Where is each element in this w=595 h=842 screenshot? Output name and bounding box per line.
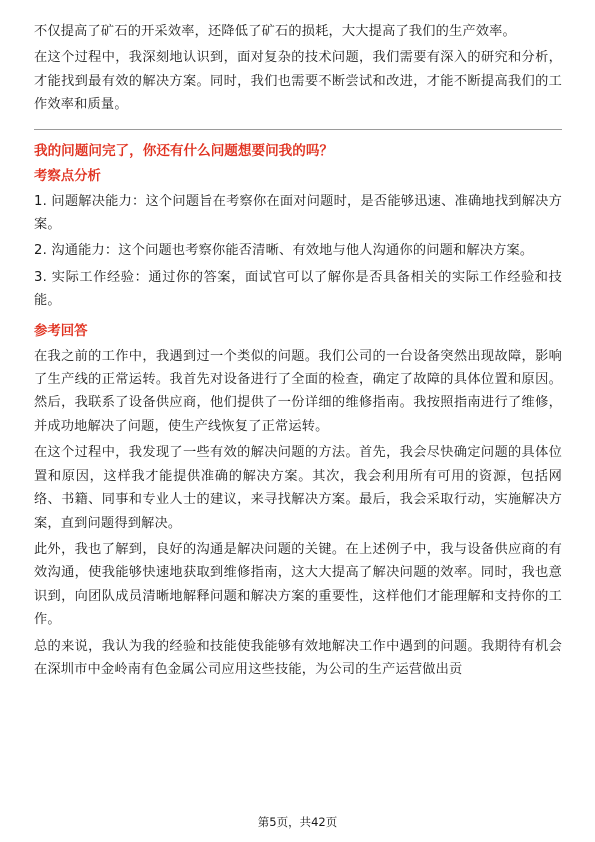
answer-heading: 参考回答	[34, 323, 88, 339]
analysis-point: 1. 问题解决能力：这个问题旨在考察你在面对问题时，是否能够迅速、准确地找到解决方案。	[34, 193, 562, 233]
answer-paragraph: 总的来说，我认为我的经验和技能使我能够有效地解决工作中遇到的问题。我期待有机会在深圳市中金岭南有色金属公司应用这些技能，为公司的生产运营做出贡	[34, 638, 562, 677]
answer-paragraph: 此外，我也了解到，良好的沟通是解决问题的关键。在上述例子中，我与设备供应商的有效沟通，使我能够快速地获取到维修指南，这大大提高了解决问题的效率。同时，我也意识到，向团队成员清晰地解释问题和解决方案的重要性，这样他们才能理解和支持你的工作。	[34, 541, 562, 628]
analysis-heading: 考察点分析	[34, 168, 101, 184]
answer-paragraph: 在这个过程中，我发现了一些有效的解决问题的方法。首先，我会尽快确定问题的具体位置和原因，这样我才能提供准确的解决方案。其次，我会利用所有可用的资源，包括网络、书籍、同事和专业人士的建议，来寻找解决方案。最后，我会采取行动，实施解决方案，直到问题得到解决。	[34, 445, 562, 531]
page-content	[34, 20, 562, 684]
analysis-point: 3. 实际工作经验：通过你的答案，面试官可以了解你是否具备相关的实际工作经验和技能。	[34, 269, 562, 309]
section-divider	[34, 129, 562, 130]
question-title: 我的问题问完了，你还有什么问题想要问我的吗？	[34, 142, 334, 159]
answer-paragraph: 在我之前的工作中，我遇到过一个类似的问题。我们公司的一台设备突然出现故障，影响了生产线的正常运转。我首先对设备进行了全面的检查，确定了故障的具体位置和原因。然后，我联系了设备供应商，他们提供了一份详细的维修指南。我按照指南进行了维修，并成功地解决了问题，使生产线恢复了正常运转。	[34, 348, 562, 434]
analysis-point: 2. 沟通能力：这个问题也考察你能否清晰、有效地与他人沟通你的问题和解决方案。	[34, 243, 534, 259]
intro-paragraph: 在这个过程中，我深刻地认识到，面对复杂的技术问题，我们需要有深入的研究和分析，才能找到最有效的解决方案。同时，我们也需要不断尝试和改进，才能不断提高我们的工作效率和质量。	[34, 50, 562, 113]
page-number: 第5页，共42页	[257, 815, 338, 829]
intro-paragraph: 不仅提高了矿石的开采效率，还降低了矿石的损耗，大大提高了我们的生产效率。	[34, 24, 516, 39]
